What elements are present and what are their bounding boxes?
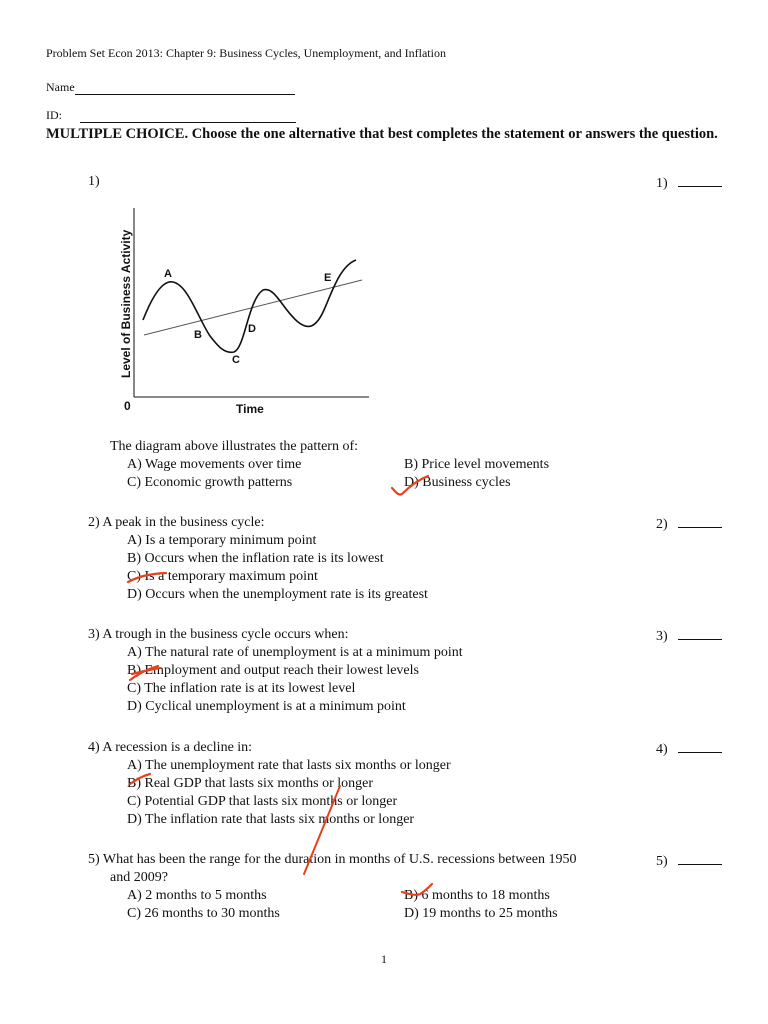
question-4-stem: 4) A recession is a decline in: bbox=[88, 740, 253, 755]
point-label-b: B bbox=[194, 329, 202, 341]
question-5-stem-line-1: 5) What has been the range for the duration in months of U.S. recessions between 1950 bbox=[88, 852, 577, 867]
answer-number-2: 2) bbox=[656, 517, 668, 532]
answer-slot-2 bbox=[656, 514, 722, 533]
id-label: ID: bbox=[46, 108, 62, 122]
q4-option-c[interactable]: C) Potential GDP that lasts six months or longer bbox=[127, 794, 398, 809]
q2-option-c[interactable]: C) Is a temporary maximum point bbox=[127, 569, 318, 584]
q4-option-a[interactable]: A) The unemployment rate that lasts six months or longer bbox=[127, 758, 451, 773]
q2-option-b[interactable]: B) Occurs when the inflation rate is its lowest bbox=[127, 551, 384, 566]
q3-option-b[interactable]: B) Employment and output reach their lowest levels bbox=[127, 663, 419, 678]
answer-slot-3 bbox=[656, 626, 722, 645]
answer-blank-1 bbox=[678, 173, 722, 187]
instructions: MULTIPLE CHOICE. Choose the one alternative that best completes the statement or answers the question. bbox=[46, 126, 718, 142]
q5-option-a[interactable]: A) 2 months to 5 months bbox=[127, 888, 267, 903]
answer-slot-1 bbox=[656, 173, 722, 192]
name-label: Name bbox=[46, 80, 75, 94]
q5-option-d[interactable]: D) 19 months to 25 months bbox=[404, 906, 558, 921]
q2-option-a[interactable]: A) Is a temporary minimum point bbox=[127, 533, 317, 548]
q3-option-a[interactable]: A) The natural rate of unemployment is at a minimum point bbox=[127, 645, 463, 660]
page-number: 1 bbox=[381, 952, 387, 966]
point-label-d: D bbox=[248, 323, 256, 335]
q5-option-c[interactable]: C) 26 months to 30 months bbox=[127, 906, 280, 921]
business-cycle-figure bbox=[110, 200, 380, 425]
answer-slot-5 bbox=[656, 851, 722, 870]
y-axis-label: Level of Business Activity bbox=[119, 229, 133, 378]
q1-option-b[interactable]: B) Price level movements bbox=[404, 457, 550, 472]
answer-blank-5 bbox=[678, 851, 722, 865]
question-1-stem: The diagram above illustrates the pattern of: bbox=[110, 439, 359, 454]
origin-label: 0 bbox=[124, 399, 131, 413]
point-label-c: C bbox=[232, 354, 240, 366]
answer-slot-4 bbox=[656, 739, 722, 758]
q3-option-d[interactable]: D) Cyclical unemployment is at a minimum point bbox=[127, 699, 406, 714]
q1-option-c[interactable]: C) Economic growth patterns bbox=[127, 475, 293, 490]
answer-number-1: 1) bbox=[656, 176, 668, 191]
q2-option-d[interactable]: D) Occurs when the unemployment rate is its greatest bbox=[127, 587, 428, 602]
answer-number-3: 3) bbox=[656, 629, 668, 644]
q5-option-b[interactable]: B) 6 months to 18 months bbox=[404, 888, 550, 903]
point-label-e: E bbox=[324, 272, 332, 284]
question-3-stem: 3) A trough in the business cycle occurs when: bbox=[88, 627, 349, 642]
question-5-stem-line-2: and 2009? bbox=[110, 870, 168, 885]
answer-number-5: 5) bbox=[656, 854, 668, 869]
q3-option-c[interactable]: C) The inflation rate is at its lowest level bbox=[127, 681, 356, 696]
id-field bbox=[46, 108, 296, 123]
question-2-stem: 2) A peak in the business cycle: bbox=[88, 515, 265, 530]
q1-option-a[interactable]: A) Wage movements over time bbox=[127, 457, 302, 472]
point-label-a: A bbox=[164, 268, 172, 280]
answer-number-4: 4) bbox=[656, 742, 668, 757]
name-blank bbox=[75, 82, 295, 95]
q4-option-d[interactable]: D) The inflation rate that lasts six months or longer bbox=[127, 812, 415, 827]
q4-option-b[interactable]: B) Real GDP that lasts six months or longer bbox=[127, 776, 374, 791]
answer-blank-4 bbox=[678, 739, 722, 753]
answer-blank-2 bbox=[678, 514, 722, 528]
name-field bbox=[46, 80, 295, 95]
answer-blank-3 bbox=[678, 626, 722, 640]
x-axis-label: Time bbox=[236, 402, 264, 416]
document-title: Problem Set Econ 2013: Chapter 9: Business Cycles, Unemployment, and Inflation bbox=[46, 46, 446, 60]
id-blank bbox=[80, 110, 296, 123]
q1-option-d[interactable]: D) Business cycles bbox=[404, 475, 511, 490]
question-1-number: 1) bbox=[88, 174, 100, 189]
